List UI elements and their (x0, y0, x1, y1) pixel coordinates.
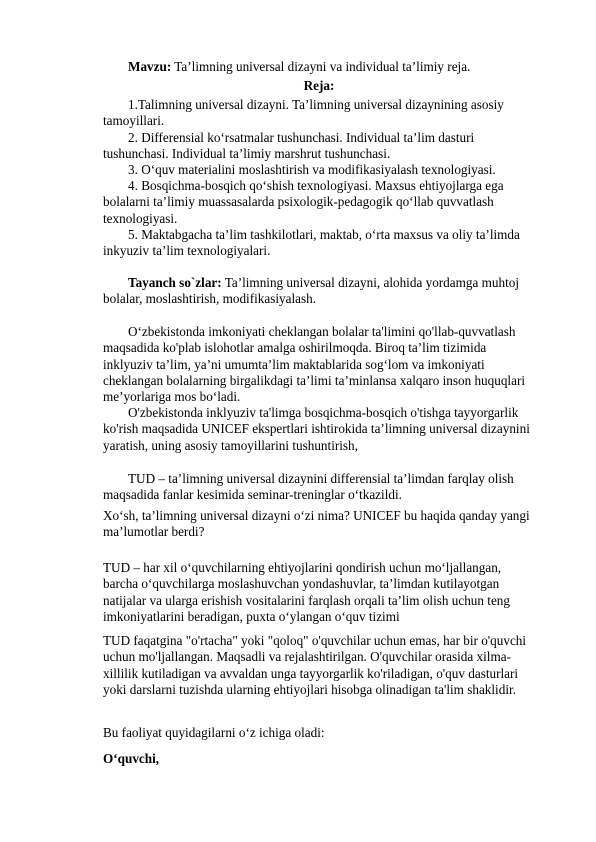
paragraph-4: Xo‘sh, ta’limning universal dizayni o‘zi nima? UNICEF bu haqida qanday yangi ma’lumotlar berdi? (103, 508, 530, 540)
paragraph-5: TUD – har xil o‘quvchilarning ehtiyojlarini qondirish uchun mo‘ljallangan, barcha o‘quvchilarga moslashuvchan yondashuvlar, ta’limdan kutilayotgan natijalar va ularga erishish vositalarini farqlash orqali ta’lim olish uchun teng imkoniyatlarini beradigan, puxta o‘ylangan o‘quv tizimi (103, 560, 510, 624)
plan-item-5: 5. Maktabgacha ta’lim tashkilotlari, maktab, o‘rta maxsus va oliy ta’limda inkyuziv ta’lim texnologiyalari. (103, 227, 520, 259)
topic-label: Mavzu: (128, 59, 172, 74)
plan-heading: Reja: (303, 78, 335, 93)
plan-item-2: 2. Differensial ko‘rsatmalar tushunchasi. Individual ta’lim dasturi tushunchasi. Individual ta’limiy marshrut tushunchasi. (103, 130, 475, 162)
topic-text: Ta’limning universal dizayni va individual ta’limiy reja. (171, 59, 471, 74)
topic-line (103, 59, 535, 75)
paragraph-1: O‘zbekistonda imkoniyati cheklangan bolalar ta'limini qo'llab-quvvatlash maqsadida ko'plab islohotlar amalga oshirilmoqda. Biroq ta’lim tizimida inklyuziv ta’lim, ya’ni umumta’lim maktablarida sog‘lom va imkoniyati cheklangan bolalarning birgalikdagi ta’limi ta’minlansa xalqaro inson huquqlari me’yorlariga mos bo‘ladi. (103, 324, 526, 405)
paragraph-6: TUD faqatgina "o'rtacha" yoki "qoloq" o'quvchilar uchun emas, har bir o'quvchi uchun mo'ljallangan. Maqsadli va rejalashtirilgan. O'quvchilar orasida xilma-xillilik kutiladigan va avvaldan unga tayyorgarlik ko'riladigan, o'quv dasturlari yoki darslarni tuzishda ularning ehtiyojlari hisobga olinadigan ta'lim shaklidir. (103, 633, 527, 697)
plan-item-4: 4. Bosqichma-bosqich qo‘shish texnologiyasi. Maxsus ehtiyojlarga ega bolalarni ta’limiy muassasalarda psixologik-pedagogik qo‘llab quvvatlash texnologiyasi. (103, 178, 504, 226)
plan-item-1: 1.Talimning universal dizayni. Ta’limning universal dizaynining asosiy tamoyillari. (103, 97, 504, 129)
closing-line: O‘quvchi, (103, 751, 160, 766)
keywords-label: Tayanch so`zlar: (128, 275, 222, 290)
paragraph-3: TUD – ta’limning universal dizaynini differensial ta’limdan farqlay olish maqsadida fanlar kesimida seminar-treninglar o‘tkazildi. (103, 471, 514, 503)
paragraph-7: Bu faoliyat quyidagilarni o‘z ichiga oladi: (103, 725, 325, 740)
paragraph-2: O'zbekistonda inklyuziv ta'limga bosqichma-bosqich o'tishga tayyorgarlik ko'rish maqsadida UNICEF ekspertlari ishtirokida ta’limning universal dizaynini yaratish, uning asosiy tamoyillarini tushuntirish, (103, 405, 530, 453)
keywords-line (103, 275, 535, 308)
keywords-text: Ta’limning universal dizayni, alohida yordamga muhtoj bolalar, moslashtirish, modifikasiyalash. (103, 275, 519, 307)
plan-item-3: 3. O‘quv materialini moslashtirish va modifikasiyalash texnologiyasi. (128, 162, 496, 177)
